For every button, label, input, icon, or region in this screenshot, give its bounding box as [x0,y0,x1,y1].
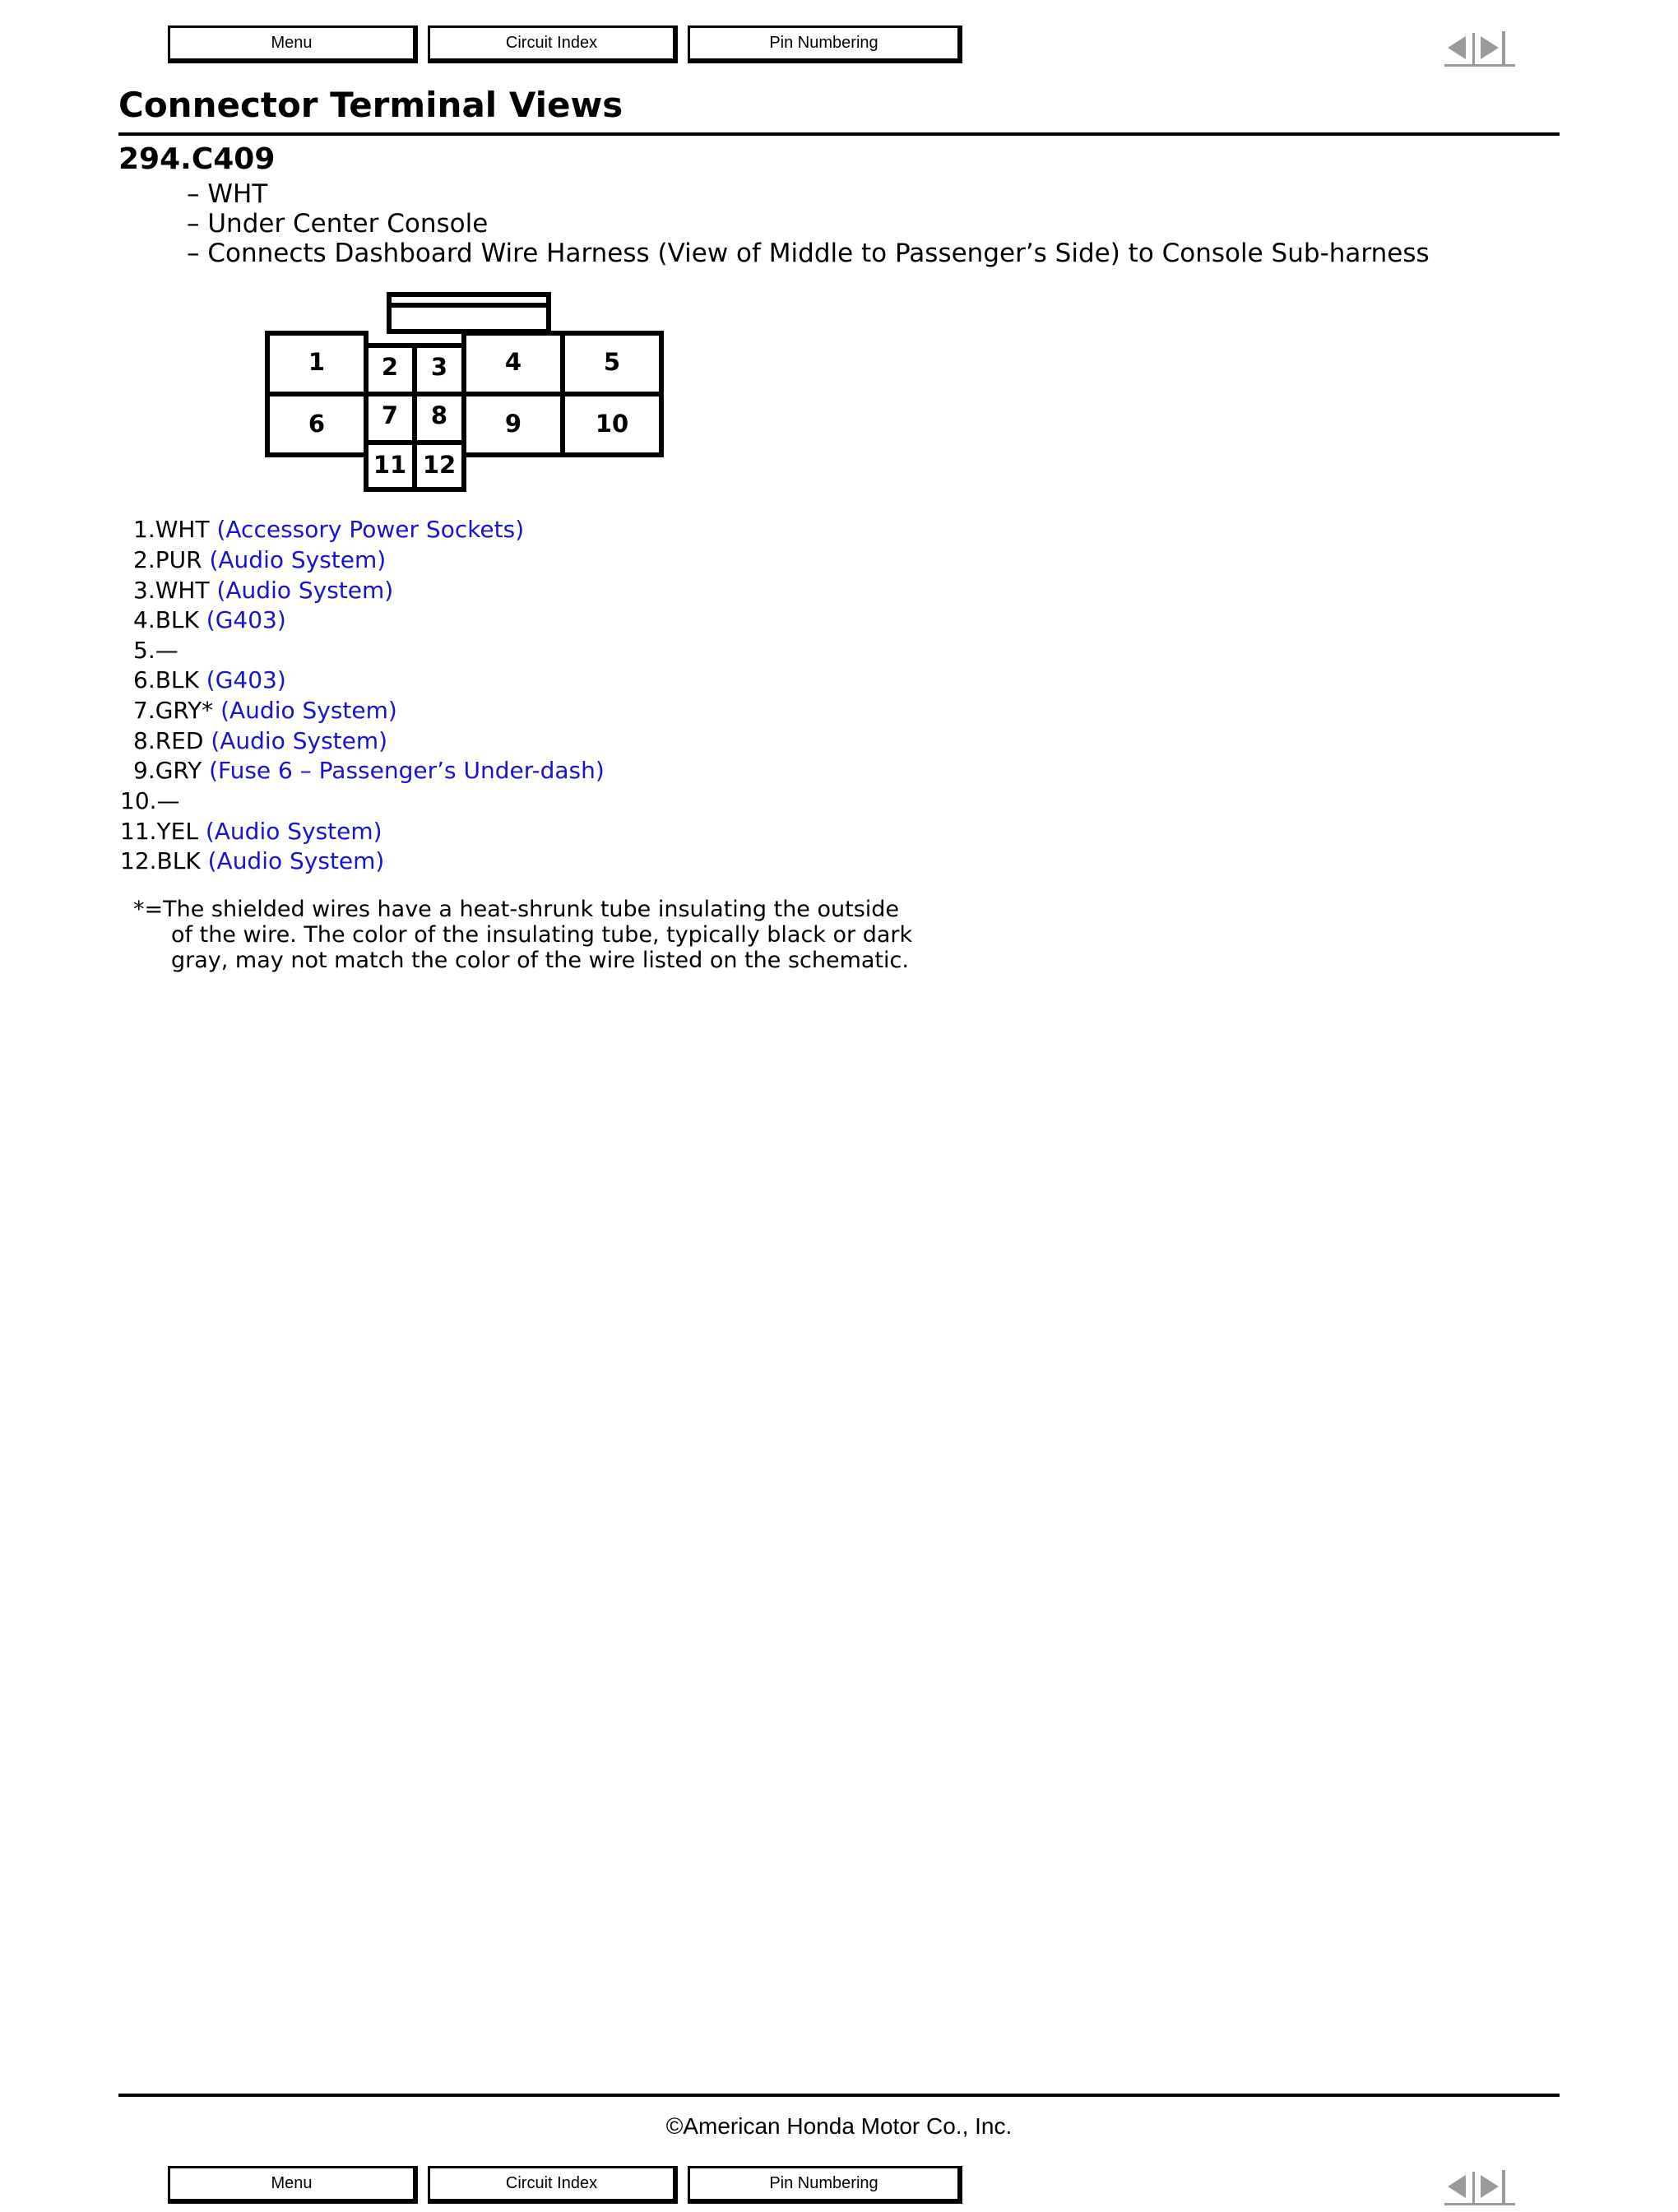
menu-button-label: Menu [271,2174,313,2192]
pin-label: 5.— [133,637,178,664]
note-line: of the wire. The color of the insulating tube, typically black or dark [171,922,913,948]
pin-circuit-link[interactable]: (Fuse 6 – Passenger’s Under-dash) [209,757,605,784]
pin-numbering-button[interactable] [688,2166,962,2204]
page-title: Connector Terminal Views [118,85,623,125]
pin-circuit-link[interactable]: (Audio System) [207,847,385,874]
note-line: *=The shielded wires have a heat-shrunk tube insulating the outside [133,897,900,922]
cavity-label: 5 [603,348,621,376]
pin-circuit-link[interactable]: (Audio System) [205,818,382,845]
triangle-right-bar-icon[interactable] [1481,2170,1505,2205]
cavity-label: 2 [381,353,399,381]
connector-outline [267,294,661,489]
cavity-label: 3 [430,353,448,381]
pin-row [133,605,286,635]
connector-location: – Under Center Console [187,209,489,239]
connector-id: 294.C409 [118,142,276,176]
cavity-label: 7 [381,401,399,429]
pin-circuit-link[interactable]: (Audio System) [209,546,387,573]
pin-label: 6.BLK [133,666,199,693]
pin-label: 4.BLK [133,606,199,633]
pin-label: 8.RED [133,727,204,754]
cavity-label: 9 [504,410,522,438]
pin-row [133,665,286,695]
pin-row [133,515,524,545]
pin-row [133,726,387,756]
connector-latch [389,294,549,332]
copyright-text: ©American Honda Motor Co., Inc. [665,2113,1013,2139]
pin-circuit-link[interactable]: (Audio System) [216,577,394,604]
page-nav-arrows [1444,2167,1515,2208]
cavity-label: 11 [373,451,407,479]
cavity-label: 4 [504,348,522,376]
pin-label: 1.WHT [133,516,210,543]
pin-label: 3.WHT [133,577,210,604]
cavity-label: 8 [430,401,448,429]
triangle-left-icon[interactable] [1448,36,1466,59]
note-line: gray, may not match the color of the wire listed on the schematic. [171,948,909,973]
pin-label: 7.GRY* [133,697,214,724]
circuit-index-button-label: Circuit Index [505,34,598,52]
pin-numbering-button[interactable] [688,26,962,63]
connector-diagram [0,0,691,510]
connector-color: – WHT [187,179,268,209]
pin-label: 12.BLK [120,847,201,874]
pin-row [133,545,386,575]
pin-circuit-link[interactable]: (G403) [206,666,286,693]
pin-row [120,786,180,816]
cavity-label: 10 [595,410,629,438]
pin-label: 9.GRY [133,757,202,784]
pin-row [133,756,605,786]
pin-label: 10.— [120,787,180,814]
menu-button-label: Menu [271,34,313,52]
cavity-label: 6 [308,410,326,438]
menu-button[interactable] [168,2166,418,2204]
pin-row [120,846,384,876]
pin-circuit-link[interactable]: (Accessory Power Sockets) [216,516,525,543]
cavity-label: 1 [308,348,326,376]
pin-circuit-link[interactable]: (Audio System) [211,727,388,754]
shielded-wire-note [133,897,1038,973]
pin-numbering-button-label: Pin Numbering [769,34,878,52]
cavity-label: 12 [422,451,457,479]
pin-circuit-link[interactable]: (Audio System) [220,697,397,724]
footer-divider [118,2094,1560,2097]
triangle-left-icon[interactable] [1448,2175,1466,2198]
triangle-right-bar-icon[interactable] [1481,31,1505,66]
pin-numbering-button-label: Pin Numbering [769,2174,878,2192]
pin-row [133,636,178,665]
page-nav-arrows [1444,28,1515,69]
pin-label: 11.YEL [120,818,198,845]
circuit-index-button-label: Circuit Index [505,2174,598,2192]
pin-row [133,576,393,605]
pin-label: 2.PUR [133,546,202,573]
circuit-index-button[interactable] [428,2166,678,2204]
connector-connects: – Connects Dashboard Wire Harness (View of Middle to Passenger’s Side) to Console Sub-harness [187,239,1430,268]
pin-circuit-link[interactable]: (G403) [206,606,286,633]
pin-row [120,817,382,846]
pin-row [133,696,397,726]
